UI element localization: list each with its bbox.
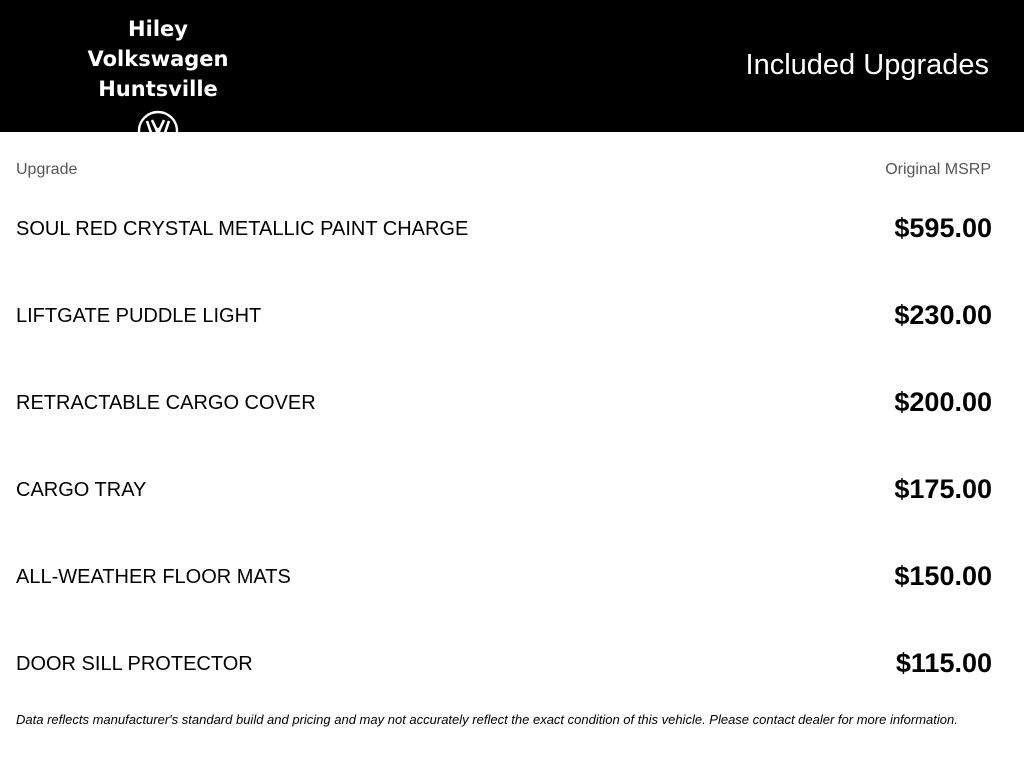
- upgrade-row: [16, 542, 992, 629]
- upgrade-row: [16, 194, 992, 281]
- upgrade-name: DOOR SILL PROTECTOR: [16, 653, 253, 675]
- page-title: Included Upgrades: [745, 49, 989, 81]
- header-banner: [0, 0, 1024, 132]
- upgrade-price: $200.00: [894, 387, 992, 417]
- upgrade-price: $175.00: [894, 474, 992, 504]
- upgrade-name: ALL-WEATHER FLOOR MATS: [16, 566, 291, 588]
- upgrade-name: LIFTGATE PUDDLE LIGHT: [16, 305, 262, 327]
- upgrade-name: SOUL RED CRYSTAL METALLIC PAINT CHARGE: [16, 218, 469, 240]
- dealer-name-line2: Huntsville: [98, 77, 218, 101]
- upgrade-price: $150.00: [894, 561, 992, 591]
- dealer-name-line1: Hiley Volkswagen: [87, 17, 229, 71]
- upgrade-row: [16, 368, 992, 455]
- vw-logo-icon: [137, 110, 179, 152]
- upgrade-row: [16, 455, 992, 542]
- column-header-msrp: Original MSRP: [885, 161, 991, 178]
- upgrade-price: $230.00: [894, 300, 992, 330]
- disclaimer-text: Data reflects manufacturer's standard build and pricing and may not accurately reflect the exact condition of this vehicle. Please contact dealer for more information.: [16, 712, 958, 727]
- upgrade-price: $115.00: [895, 648, 992, 678]
- upgrade-name: RETRACTABLE CARGO COVER: [16, 392, 316, 414]
- upgrade-row: [16, 629, 992, 716]
- column-header-upgrade: Upgrade: [16, 161, 78, 178]
- upgrades-list: [16, 194, 992, 716]
- upgrade-name: CARGO TRAY: [16, 479, 147, 501]
- dealer-logo: [58, 14, 258, 152]
- upgrade-price: $595.00: [894, 213, 992, 243]
- upgrade-row: [16, 281, 992, 368]
